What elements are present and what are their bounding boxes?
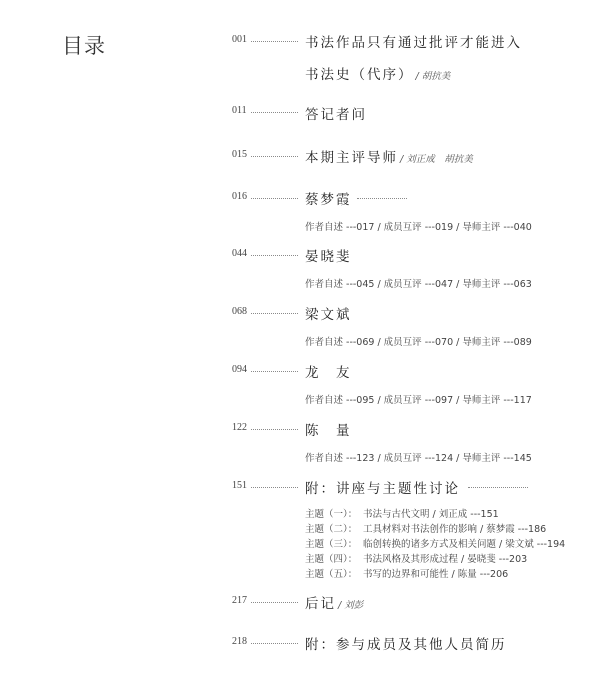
entry-title[interactable]: 答记者问 [305, 107, 367, 123]
leader-rule [251, 487, 298, 488]
entry-subitems: 作者自述 ---095 / 成员互评 ---097 / 导师主评 ---117 [305, 395, 532, 406]
page-title: 目录 [62, 34, 106, 58]
page-number: 001 [232, 34, 247, 45]
page-number: 218 [232, 636, 247, 647]
entry-author: / 刘正成 胡抗美 [400, 154, 473, 165]
entry-title[interactable]: 附：讲座与主题性讨论 [305, 481, 460, 497]
topic-item[interactable] [305, 506, 499, 520]
entry-subitems: 作者自述 ---017 / 成员互评 ---019 / 导师主评 ---040 [305, 222, 532, 233]
topic-item[interactable] [305, 536, 565, 550]
topic-item[interactable] [305, 566, 508, 580]
page-number: 044 [232, 248, 247, 259]
topic-item[interactable] [305, 551, 527, 565]
entry-title[interactable]: 晏晓斐 [305, 249, 352, 265]
leader-rule [251, 313, 298, 314]
entry-subitems: 作者自述 ---123 / 成员互评 ---124 / 导师主评 ---145 [305, 453, 532, 464]
entry-subitems: 作者自述 ---069 / 成员互评 ---070 / 导师主评 ---089 [305, 337, 532, 348]
page-number: 151 [232, 480, 247, 491]
topic-label: 主题（一）： [305, 509, 358, 520]
entry-title-line2: 书法史（代序） [305, 67, 414, 83]
page-number: 015 [232, 149, 247, 160]
trailing-rule [357, 198, 407, 199]
topic-text: 临创转换的诸多方式及相关问题 / 梁文斌 ---194 [363, 539, 566, 550]
entry-title-continued[interactable] [305, 63, 450, 83]
entry-title[interactable]: 蔡梦霞 [305, 192, 352, 208]
leader-rule [251, 156, 298, 157]
entry-title[interactable] [305, 146, 473, 166]
entry-title[interactable]: 书法作品只有通过批评才能进入 [305, 35, 522, 51]
entry-author: / 胡抗美 [415, 71, 451, 82]
page-number: 011 [232, 105, 247, 116]
topic-text: 工具材料对书法创作的影响 / 蔡梦霞 ---186 [363, 524, 547, 535]
topic-label: 主题（三）： [305, 539, 358, 550]
page-number: 094 [232, 364, 247, 375]
topic-label: 主题（五）： [305, 569, 358, 580]
topic-item[interactable] [305, 521, 546, 535]
entry-title[interactable] [305, 592, 363, 612]
leader-rule [251, 255, 298, 256]
entry-title[interactable]: 龙 友 [305, 365, 352, 381]
leader-rule [251, 602, 298, 603]
entry-subitems: 作者自述 ---045 / 成员互评 ---047 / 导师主评 ---063 [305, 279, 532, 290]
leader-rule [251, 41, 298, 42]
entry-author: / 刘彭 [338, 600, 364, 611]
entry-title-text: 后记 [305, 596, 336, 612]
topic-text: 书写的边界和可能性 / 陈量 ---206 [363, 569, 509, 580]
topic-text: 书法与古代文明 / 刘正成 ---151 [363, 509, 499, 520]
entry-title[interactable]: 陈 量 [305, 423, 352, 439]
page-number: 068 [232, 306, 247, 317]
topic-label: 主题（二）： [305, 524, 358, 535]
leader-rule [251, 371, 298, 372]
topic-text: 书法风格及其形成过程 / 晏晓斐 ---203 [363, 554, 528, 565]
leader-rule [251, 643, 298, 644]
entry-title-text: 本期主评导师 [305, 150, 398, 166]
entry-title[interactable]: 梁文斌 [305, 307, 352, 323]
page-number: 016 [232, 191, 247, 202]
leader-rule [251, 198, 298, 199]
page-number: 122 [232, 422, 247, 433]
topic-label: 主题（四）： [305, 554, 358, 565]
entry-title[interactable]: 附：参与成员及其他人员简历 [305, 637, 507, 653]
leader-rule [251, 112, 298, 113]
trailing-rule [468, 487, 528, 488]
page-number: 217 [232, 595, 247, 606]
leader-rule [251, 429, 298, 430]
